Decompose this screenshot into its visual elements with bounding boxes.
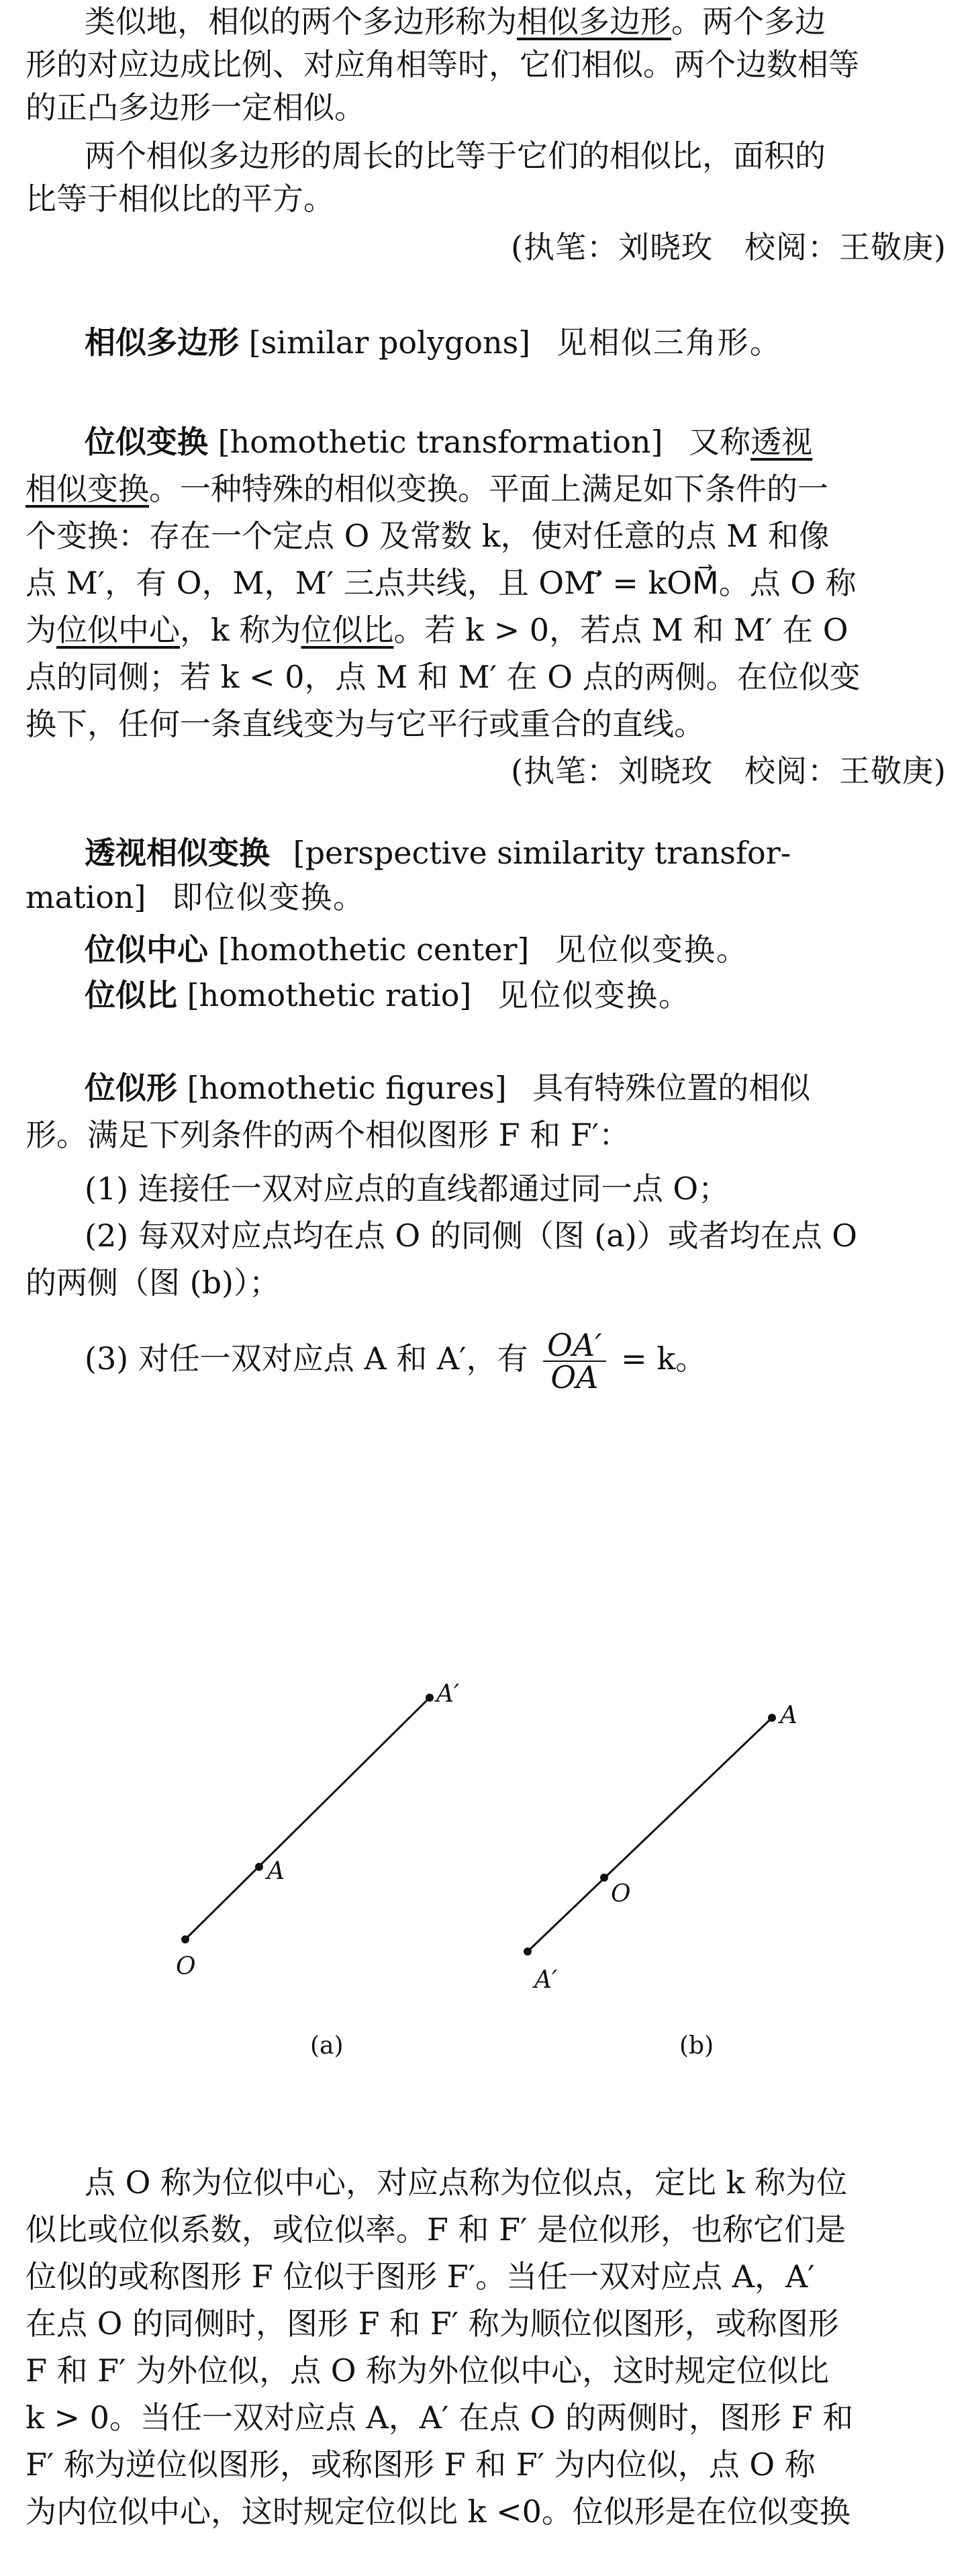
label-A-prime: A′	[534, 1966, 558, 1994]
point-O	[181, 1935, 189, 1943]
entry-similar-polygons	[85, 322, 946, 363]
entry-english: [similar polygons]	[248, 324, 531, 361]
see-reference[interactable]: 见位似变换。	[497, 977, 691, 1013]
label-O: O	[176, 1953, 196, 1980]
point-A	[255, 1863, 263, 1871]
entry-english: [homothetic transformation]	[217, 424, 663, 460]
label-O: O	[611, 1880, 631, 1908]
paragraph-line: 点的同侧；若 k < 0，点 M 和 M′ 在 O 点的两侧。在位似变	[26, 659, 861, 695]
label-A-prime: A′	[436, 1680, 460, 1708]
see-reference[interactable]: 见位似变换。	[555, 931, 749, 968]
text-span: ，k 称为	[180, 612, 301, 648]
entry-english: [homothetic center]	[217, 931, 530, 968]
figure-svg	[0, 1665, 972, 2122]
text-span: = k。	[621, 1340, 707, 1377]
term-link-similar-polygons[interactable]: 相似多边形	[517, 3, 671, 40]
paragraph-line: 在点 O 的同侧时，图形 F 和 F′ 称为顺位似图形，或称图形	[26, 2305, 839, 2342]
entry-english: [homothetic ratio]	[187, 977, 472, 1013]
see-reference[interactable]: 见相似三角形。	[556, 324, 782, 361]
paragraph-line: F 和 F′ 为外位似，点 O 称为外位似中心，这时规定位似比	[26, 2352, 830, 2389]
entry-perspective-similarity	[85, 833, 946, 873]
text-span: (3) 对任一双对应点 A 和 A′，有	[85, 1340, 528, 1377]
see-reference[interactable]: 即位似变换。	[172, 879, 366, 915]
paragraph-line: 似比或位似系数，或位似率。F 和 F′ 是位似形，也称它们是	[26, 2211, 846, 2248]
paragraph-line: 点 M′，有 O，M，M′ 三点共线，且 OM′⃗ = kOM⃗。点 O 称	[26, 565, 857, 601]
paragraph-line: 为内位似中心，这时规定位似比 k <0。位似形是在位似变换	[26, 2493, 850, 2530]
entry-term: 位似形	[85, 1070, 177, 1106]
paragraph-line: 点 O 称为位似中心，对应点称为位似点，定比 k 称为位	[85, 2164, 848, 2201]
point-A-prime	[524, 1947, 532, 1956]
entry-term: 位似比	[85, 977, 177, 1013]
paragraph-line	[26, 610, 946, 650]
paragraph-line: 位似的或称图形 F 位似于图形 F′。当任一双对应点 A，A′	[26, 2258, 815, 2295]
entry-english: [homothetic figures]	[187, 1070, 507, 1106]
paragraph-line	[26, 877, 946, 917]
credit-line: (执笔：刘晓玫 校阅：王敬庚)	[511, 229, 946, 265]
text-span: 。若 k > 0，若点 M 和 M′ 在 O	[393, 612, 848, 648]
figure-a	[176, 1680, 459, 2060]
entry-english: mation]	[26, 879, 146, 915]
text-span: 为	[26, 612, 56, 648]
point-A	[768, 1714, 776, 1722]
entry-term: 透视相似变换	[85, 835, 270, 871]
credit-line: (执笔：刘晓玫 校阅：王敬庚)	[511, 753, 946, 789]
figure-b	[524, 1702, 797, 2060]
term-link-homothetic-ratio[interactable]: 位似比	[301, 612, 394, 648]
label-A: A	[780, 1702, 797, 1729]
label-A: A	[267, 1857, 285, 1885]
caption-b: (b)	[679, 2032, 714, 2060]
list-item: (2) 每双对应点均在点 O 的同侧（图 (a)）或者均在点 O	[85, 1217, 858, 1254]
paragraph-line: 个变换：存在一个定点 O 及常数 k，使对任意的点 M 和像	[26, 518, 830, 554]
entry-term: 位似变换	[85, 424, 208, 460]
paragraph-line: 的正凸多边形一定相似。	[26, 89, 365, 126]
text-span: 又称	[689, 424, 751, 460]
entry-homothetic-transformation	[85, 422, 946, 462]
text-span: 。两个多边	[671, 3, 826, 40]
entry-homothetic-center	[85, 929, 946, 970]
caption-a: (a)	[310, 2032, 344, 2060]
segment-line	[528, 1718, 772, 1951]
entry-term: 相似多边形	[85, 324, 239, 361]
text-span: 具有特殊位置的相似	[532, 1070, 811, 1106]
paragraph-line	[26, 469, 946, 509]
paragraph-line: 比等于相似比的平方。	[26, 181, 334, 217]
list-item	[85, 1322, 946, 1395]
paragraph-line: 换下，任何一条直线变为与它平行或重合的直线。	[26, 706, 705, 742]
paragraph-line: 两个相似多边形的周长的比等于它们的相似比，面积的	[85, 138, 826, 174]
paragraph-line: 形。满足下列条件的两个相似图形 F 和 F′：	[26, 1117, 630, 1153]
text-span: 类似地，相似的两个多边形称为	[85, 3, 517, 40]
list-item-continuation: 的两侧（图 (b)）；	[26, 1264, 280, 1301]
entry-english: [perspective similarity transfor-	[293, 835, 791, 871]
paragraph-line	[85, 1, 946, 42]
ratio-fraction	[543, 1327, 605, 1395]
entry-term: 位似中心	[85, 931, 208, 968]
entry-homothetic-ratio	[85, 975, 946, 1015]
fraction-denominator: OA	[550, 1359, 599, 1395]
term-link-perspective[interactable]: 透视	[750, 424, 813, 460]
homothety-figure	[0, 1665, 972, 2122]
entry-homothetic-figures	[85, 1068, 946, 1108]
point-O	[600, 1874, 608, 1882]
point-A-prime	[426, 1694, 434, 1702]
paragraph-line: F′ 称为逆位似图形，或称图形 F 和 F′ 为内位似，点 O 称	[26, 2446, 816, 2483]
term-link-similarity-transform[interactable]: 相似变换	[26, 471, 149, 507]
paragraph-line: k > 0。当任一双对应点 A，A′ 在点 O 的两侧时，图形 F 和	[26, 2399, 854, 2436]
fraction-numerator: OA′	[543, 1330, 605, 1362]
term-link-homothetic-center[interactable]: 位似中心	[56, 612, 180, 648]
paragraph-line: 形的对应边成比例、对应角相等时，它们相似。两个边数相等	[26, 46, 859, 83]
segment-line	[185, 1698, 430, 1939]
text-span: 。一种特殊的相似变换。平面上满足如下条件的一	[149, 471, 828, 507]
list-item: (1) 连接任一双对应点的直线都通过同一点 O；	[85, 1170, 730, 1207]
